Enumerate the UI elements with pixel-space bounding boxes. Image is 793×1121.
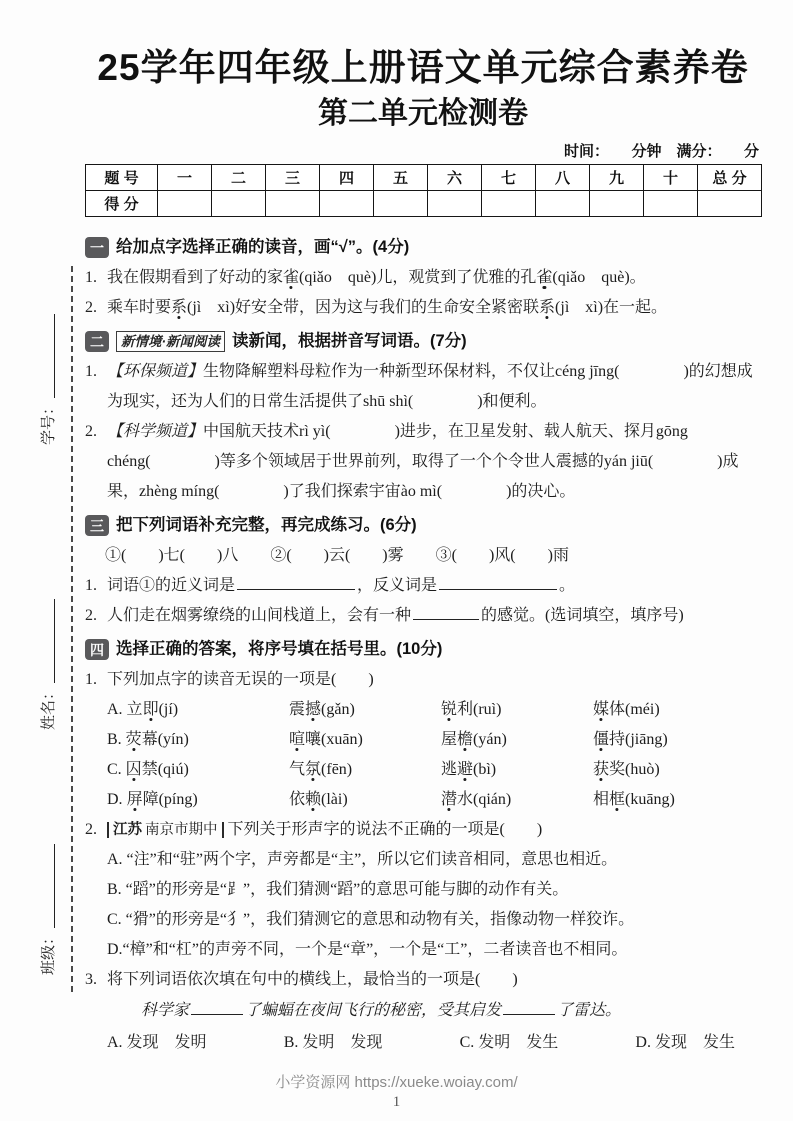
student-no-label: 学号：: [40, 399, 57, 445]
score-header-cell: 八: [536, 165, 590, 191]
item-number: 2.: [85, 299, 97, 316]
section-4-title: 选择正确的答案，将序号填在括号里。(10分): [116, 640, 443, 658]
option-cell: 喧嚷(xuān): [289, 731, 363, 748]
q1-options-grid: [107, 695, 763, 815]
option-cell: 媒体(méi): [593, 701, 660, 718]
score-table-score-row: [86, 191, 762, 217]
score-header-cell: 三: [266, 165, 320, 191]
page-number: 1: [392, 1094, 401, 1110]
student-no-blank-line: [39, 314, 55, 398]
exam-subtitle: 第二单元检测卷: [318, 97, 528, 130]
option-cell: C. 发明 发生: [459, 1034, 559, 1051]
option-cell: D. 发现 发生: [635, 1034, 735, 1051]
class-blank-line: [39, 844, 55, 928]
score-empty-cell: [428, 191, 482, 217]
question-stem: 江苏 南京市期中 下列关于形声字的说法不正确的一项是( ): [107, 815, 763, 845]
item-text: 【环保频道】生物降解塑料母粒作为一种新型环保材料，不仅让céng jīng( )的幻想成为现实，还为人们的日常生活提供了shū shì( )和便利。: [107, 363, 753, 410]
option-cell: B. 发明 发现: [283, 1034, 383, 1051]
item-number: 1.: [85, 363, 97, 380]
score-empty-cell: [644, 191, 698, 217]
item-text: 乘车时要系(jì xì)好安全带，因为这与我们的生命安全紧密联系(jì xì)在一起。: [107, 299, 668, 316]
blank-line: [413, 605, 479, 620]
score-header-cell: 十: [644, 165, 698, 191]
option-line: C. “猾”的形旁是“犭”，我们猜测它的意思和动物有关，指像动物一样狡诈。: [107, 911, 635, 928]
score-empty-cell: [266, 191, 320, 217]
class-label: 班级：: [40, 929, 57, 975]
option-line: A. “注”和“驻”两个字，声旁都是“主”，所以它们读音相同，意思也相近。: [107, 851, 618, 868]
item-number: 2.: [85, 821, 97, 838]
item-number: 1.: [85, 577, 97, 594]
option-cell: 震撼(gǎn): [289, 701, 355, 718]
score-empty-cell: [374, 191, 428, 217]
score-label-cell: 得 分: [86, 191, 158, 217]
option-cell: A. 发现 发明: [107, 1034, 207, 1051]
section-3-badge: 三: [85, 515, 109, 536]
question-item: [85, 293, 763, 323]
question-item: [85, 571, 763, 601]
section-3-title: 把下列词语补充完整，再完成练习。(6分): [116, 516, 417, 534]
option-cell: 潜水(qián): [441, 791, 512, 808]
question-item: [85, 263, 763, 293]
name-label: 姓名：: [40, 684, 57, 730]
item-text: 人们走在烟雾缭绕的山间栈道上，会有一种 的感觉。(选词填空，填序号): [107, 607, 684, 624]
section-4-header: [85, 634, 763, 665]
score-table-header-row: [86, 165, 762, 191]
score-header-cell: 一: [158, 165, 212, 191]
cut-dashed-line: [71, 266, 73, 992]
footer-site-text: 小学资源网 https://xueke.woiay.com/: [275, 1074, 518, 1091]
option-cell: 僵持(jiāng): [593, 731, 668, 748]
time-score-line: 时间： 分钟 满分： 分: [563, 143, 759, 160]
question-item: [85, 665, 763, 695]
blank-line: [237, 575, 355, 590]
option-cell: 逃避(bì): [441, 761, 497, 778]
item-number: 2.: [85, 423, 97, 440]
option-cell: 锐利(ruì): [441, 701, 502, 718]
sidebar-class: [36, 805, 58, 975]
score-header-cell: 题 号: [86, 165, 158, 191]
footer: [0, 1073, 793, 1111]
item-text: 【科学频道】中国航天技术rì yì( )进步，在卫星发射、载人航天、探月gōng chéng( )等多个领域居于世界前列，取得了一个个令世人震撼的yán jiū( )成果，zhèng míng( )了我们探索宇宙ào mì( )的决心。: [107, 423, 739, 500]
option-line: B. “蹈”的形旁是“⻊”，我们猜测“蹈”的意思可能与脚的动作有关。: [107, 881, 569, 898]
section-3-header: [85, 510, 763, 541]
section-1-header: [85, 232, 763, 263]
option-line: D.“樟”和“杠”的声旁不同，一个是“章”，一个是“工”，二者读音也不相同。: [107, 941, 628, 958]
score-empty-cell: [590, 191, 644, 217]
score-header-cell: 四: [320, 165, 374, 191]
score-header-cell: 六: [428, 165, 482, 191]
score-empty-cell: [698, 191, 762, 217]
score-header-cell: 九: [590, 165, 644, 191]
option-cell: 相框(kuāng): [593, 791, 675, 808]
score-empty-cell: [158, 191, 212, 217]
header: [85, 44, 761, 217]
section-2-header: [85, 326, 763, 357]
option-cell: 气氛(fēn): [289, 761, 353, 778]
option-cell: C. 囚禁(qiú): [107, 761, 189, 778]
blank-line: [191, 1000, 243, 1015]
q3-fill-sentence: 科学家 了蝙蝠在夜间飞行的秘密，受其启发 了雷达。: [141, 1002, 622, 1019]
section-2-context-tag: 新情境·新闻阅读: [116, 331, 225, 352]
score-header-cell: 七: [482, 165, 536, 191]
question-item: [85, 965, 763, 995]
question-item: [85, 601, 763, 631]
item-text: 词语①的近义词是 ，反义词是 。: [107, 577, 576, 594]
section-4-badge: 四: [85, 639, 109, 660]
q3-options-row: [107, 1027, 735, 1059]
score-empty-cell: [536, 191, 590, 217]
section-1-title: 给加点字选择正确的读音，画“√”。(4分): [116, 238, 410, 256]
question-item: [85, 815, 763, 845]
sidebar-student-no: [36, 275, 58, 445]
exam-body: [85, 229, 763, 1059]
sidebar-name: [36, 560, 58, 730]
question-item: [85, 357, 763, 417]
score-empty-cell: [482, 191, 536, 217]
item-number: 1.: [85, 671, 97, 688]
item-number: 2.: [85, 607, 97, 624]
question-item: [85, 417, 763, 507]
option-cell: D. 屏障(píng): [107, 791, 198, 808]
question-stem: 下列加点字的读音无误的一项是( ): [107, 671, 374, 688]
section-2-title: 读新闻，根据拼音写词语。(7分): [232, 332, 467, 350]
score-table: [85, 164, 762, 217]
score-header-cell: 二: [212, 165, 266, 191]
score-header-cell: 总 分: [698, 165, 762, 191]
blank-line: [439, 575, 557, 590]
score-empty-cell: [212, 191, 266, 217]
score-header-cell: 五: [374, 165, 428, 191]
option-cell: 获奖(huò): [593, 761, 660, 778]
item-number: 1.: [85, 269, 97, 286]
word-completion-line: ①( )七( )八 ②( )云( )雾 ③( )风( )雨: [105, 547, 569, 564]
item-text: 我在假期看到了好动的家雀(qiǎo què)儿，观赏到了优雅的孔雀(qiǎo què)。: [107, 269, 646, 286]
question-stem: 将下列词语依次填在句中的横线上，最恰当的一项是( ): [107, 971, 518, 988]
score-empty-cell: [320, 191, 374, 217]
option-cell: A. 立即(jí): [107, 701, 179, 718]
section-2-badge: 二: [85, 331, 109, 352]
item-number: 3.: [85, 971, 97, 988]
option-cell: 屋檐(yán): [441, 731, 507, 748]
section-1-badge: 一: [85, 237, 109, 258]
exam-title: 25学年四年级上册语文单元综合素养卷: [97, 47, 749, 88]
option-cell: B. 荧幕(yín): [107, 731, 189, 748]
option-cell: 依赖(lài): [289, 791, 348, 808]
name-blank-line: [39, 599, 55, 683]
blank-line: [503, 1000, 555, 1015]
